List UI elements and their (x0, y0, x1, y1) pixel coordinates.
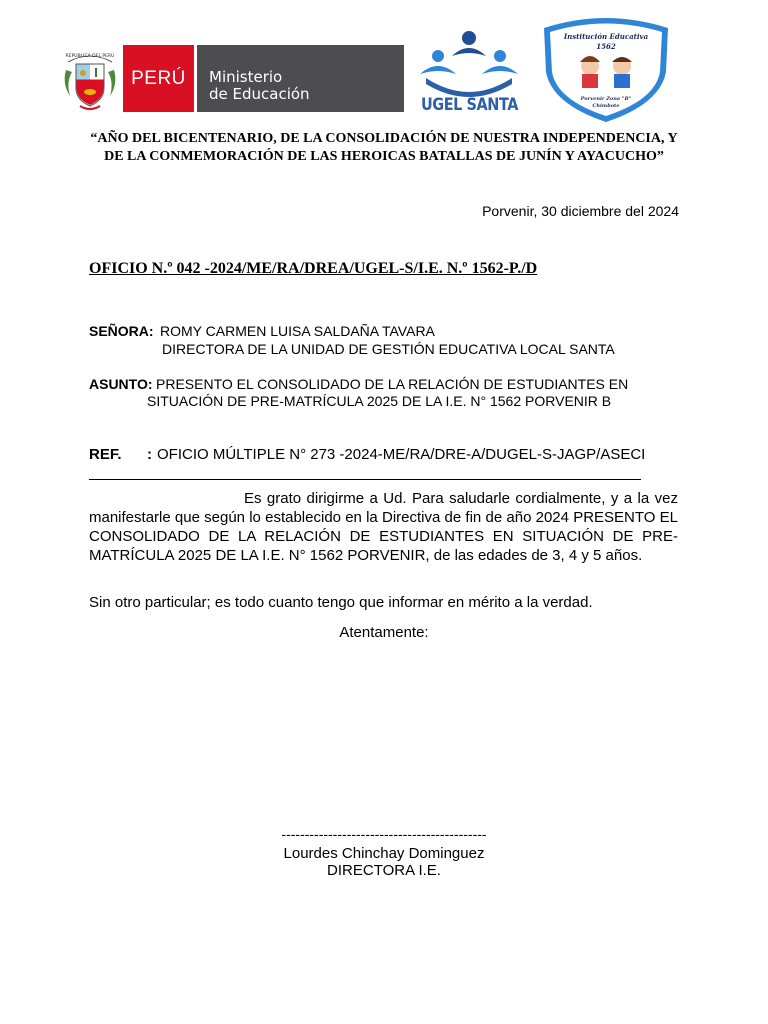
subject-line2: SITUACIÓN DE PRE-MATRÍCULA 2025 DE LA I.E. N° 1562 PORVENIR B (147, 393, 612, 409)
reference-divider (89, 479, 641, 480)
official-year-motto (80, 130, 688, 166)
shield-line2: 1562 (596, 42, 616, 51)
ministry-line2: de Educación (209, 85, 310, 103)
peru-label: PERÚ (131, 67, 186, 89)
ministry-line1: Ministerio (209, 68, 283, 86)
coat-of-arms-caption: REPÚBLICA DEL PERÚ (65, 54, 115, 59)
recipient-label: SEÑORA: (89, 323, 154, 339)
body-text: Es grato dirigirme a Ud. Para saludarle cordialmente, y a la vez manifestarle que según lo establecido en la Directiva de fin de año 2024 PRESENTO EL CONSOLIDADO DE LA RELACIÓN DE ESTUDIANTES EN SITUACIÓN DE PRE-MATRÍCULA 2025 DE LA I.E. N° 1562 PORVENIR, de las edades de 3, 4 y 5 años. (89, 490, 678, 564)
body-paragraph (89, 489, 678, 565)
peru-brand-block (123, 45, 194, 112)
peru-coat-of-arms-logo (62, 48, 118, 112)
subject-line1: PRESENTO EL CONSOLIDADO DE LA RELACIÓN DE ESTUDIANTES EN (156, 376, 629, 392)
recipient-position: DIRECTORA DE LA UNIDAD DE GESTIÓN EDUCATIVA LOCAL SANTA (162, 341, 615, 357)
shield-line1: Institución Educativa (563, 32, 649, 41)
signature-line: -------------------------------------------- (281, 826, 487, 842)
motto-line1: “AÑO DEL BICENTENARIO, DE LA CONSOLIDACIÓN DE NUESTRA INDEPENDENCIA, Y (90, 131, 678, 146)
school-shield-logo (540, 12, 672, 124)
signatory-name: Lourdes Chinchay Dominguez (283, 845, 485, 862)
reference-label: REF. (89, 446, 122, 463)
reference-text: OFICIO MÚLTIPLE N° 273 -2024-ME/RA/DRE-A/DUGEL-S-JAGP/ASECI (157, 446, 646, 463)
shield-line4: Chimbote (592, 103, 620, 109)
reference-colon: : (147, 446, 152, 463)
oficio-number-heading: OFICIO N.º 042 -2024/ME/RA/DREA/UGEL-S/I.E. N.º 1562-P./D (89, 260, 538, 277)
document-date: Porvenir, 30 diciembre del 2024 (482, 203, 679, 219)
shield-line3: Porvenir Zona "B" (580, 96, 632, 102)
signatory-title: DIRECTORA I.E. (327, 862, 441, 879)
ministry-brand-block (197, 45, 404, 112)
motto-line2: DE LA CONMEMORACIÓN DE LAS HEROICAS BATALLAS DE JUNÍN Y AYACUCHO” (104, 149, 664, 164)
recipient-name: ROMY CARMEN LUISA SALDAÑA TAVARA (160, 323, 435, 339)
subject-label: ASUNTO: (89, 376, 153, 392)
farewell: Atentamente: (339, 624, 429, 641)
closing-sentence: Sin otro particular; es todo cuanto tengo que informar en mérito a la verdad. (89, 594, 593, 611)
ugel-santa-label: UGEL SANTA (420, 95, 519, 115)
